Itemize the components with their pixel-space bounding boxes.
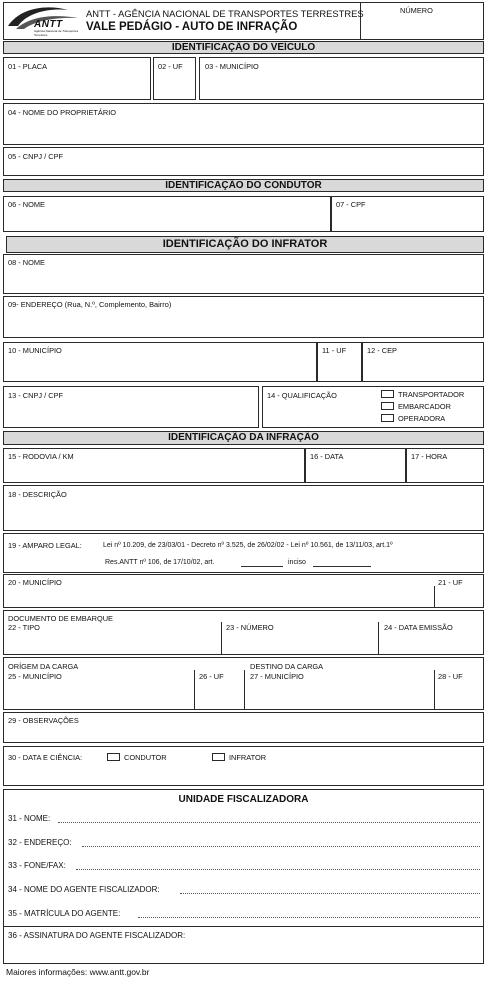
placa-label: 01 - PLACA <box>8 62 48 71</box>
agente-nome-label: 34 - NOME DO AGENTE FISCALIZADOR: <box>8 885 160 894</box>
infrator-nome-field[interactable] <box>3 254 484 294</box>
documento-embarque-label: DOCUMENTO DE EMBARQUE <box>8 614 113 623</box>
uf-veiculo-label: 02 - UF <box>158 62 183 71</box>
numero-documento-label: 23 - NÚMERO <box>226 623 274 632</box>
data-ciencia-box <box>3 746 484 786</box>
inciso-input-line[interactable] <box>313 566 371 567</box>
uf-origem-label: 26 - UF <box>199 672 224 681</box>
descricao-label: 18 - DESCRIÇÃO <box>8 490 67 499</box>
descricao-field[interactable] <box>3 485 484 531</box>
section-infracao: IDENTIFICAÇÃO DA INFRAÇÃO <box>3 431 484 445</box>
origem-uf-divider <box>194 670 195 710</box>
logo-text: ANTT <box>34 19 63 30</box>
numero-data-divider <box>378 622 379 655</box>
agente-matricula-label: 35 - MATRÍCULA DO AGENTE: <box>8 909 121 918</box>
destino-carga-label: DESTINO DA CARGA <box>250 662 324 671</box>
origem-destino-divider <box>244 670 245 710</box>
municipio-infracao-label: 20 - MUNICÍPIO <box>8 578 62 587</box>
numero-label: NÚMERO <box>400 6 433 15</box>
unidade-endereco-label: 32 - ENDEREÇO: <box>8 838 72 847</box>
assinatura-field[interactable] <box>4 927 483 963</box>
infrator-nome-label: 08 - NOME <box>8 258 45 267</box>
agency-name: ANTT - AGÊNCIA NACIONAL DE TRANSPORTES TERRESTRES <box>86 8 364 19</box>
data-ciencia-label: 30 - DATA E CIÊNCIA: <box>8 753 83 762</box>
municipio-uf-divider <box>434 586 435 608</box>
transportador-label: TRANSPORTADOR <box>398 390 465 399</box>
tipo-numero-divider <box>221 622 222 655</box>
agente-nome-line[interactable] <box>180 893 480 894</box>
endereco-infrator-label: 09- ENDEREÇO (Rua, N.º, Complemento, Bairro) <box>8 300 172 309</box>
cnpj-proprietario-field[interactable] <box>3 147 484 176</box>
unidade-nome-label: 31 - NOME: <box>8 814 51 823</box>
municipio-origem-label: 25 - MUNICÍPIO <box>8 672 62 681</box>
transportador-checkbox[interactable] <box>381 390 394 398</box>
section-condutor: IDENTIFICAÇÃO DO CONDUTOR <box>3 179 484 192</box>
municipio-infrator-label: 10 - MUNICÍPIO <box>8 346 62 355</box>
uf-infrator-label: 11 - UF <box>322 346 347 355</box>
artigo-input-line[interactable] <box>241 566 283 567</box>
observacoes-label: 29 - OBSERVAÇÕES <box>8 716 79 725</box>
tipo-label: 22 - TIPO <box>8 623 40 632</box>
unidade-endereco-line[interactable] <box>82 846 480 847</box>
assinatura-agente-label: 36 - ASSINATURA DO AGENTE FISCALIZADOR: <box>8 931 186 940</box>
amparo-legal-text: Lei nº 10.209, de 23/03/01 - Decreto nº 3.525, de 26/02/02 - Lei nº 10.561, de 13/11/03, art.1º <box>103 542 393 549</box>
qualificacao-label: 14 - QUALIFICAÇÃO <box>267 391 337 400</box>
amparo-legal-box <box>3 533 484 573</box>
municipio-infracao-field[interactable] <box>3 574 484 608</box>
embarcador-checkbox[interactable] <box>381 402 394 410</box>
cep-infrator-label: 12 - CEP <box>367 346 397 355</box>
unidade-nome-line[interactable] <box>58 822 480 823</box>
cnpj-infrator-label: 13 - CNPJ / CPF <box>8 391 64 400</box>
antt-logo <box>6 4 84 38</box>
condutor-cpf-label: 07 - CPF <box>336 200 366 209</box>
hora-infracao-label: 17 - HORA <box>411 452 448 461</box>
uf-destino-label: 28 - UF <box>438 672 463 681</box>
ciencia-infrator-checkbox[interactable] <box>212 753 225 761</box>
section-infrator: IDENTIFICAÇÃO DO INFRATOR <box>6 236 484 253</box>
data-infracao-label: 16 - DATA <box>310 452 344 461</box>
destino-uf-divider <box>434 670 435 710</box>
municipio-veiculo-label: 03 - MUNICÍPIO <box>205 62 259 71</box>
cnpj-proprietario-label: 05 - CNPJ / CPF <box>8 152 64 161</box>
amparo-resolucao-text: Res.ANTT nº 106, de 17/10/02, art. <box>105 559 215 566</box>
operadora-label: OPERADORA <box>398 414 446 423</box>
rodovia-km-label: 15 - RODOVIA / KM <box>8 452 74 461</box>
inciso-label: inciso <box>288 559 306 566</box>
logo-subtext: Agência Nacional de Transportes Terrestres <box>34 30 79 37</box>
embarcador-label: EMBARCADOR <box>398 402 451 411</box>
ciencia-infrator-label: INFRATOR <box>229 753 267 762</box>
section-veiculo: IDENTIFICAÇÃO DO VEÍCULO <box>3 41 484 54</box>
section-unidade: UNIDADE FISCALIZADORA <box>178 794 309 805</box>
condutor-nome-field[interactable] <box>3 196 331 232</box>
ciencia-condutor-label: CONDUTOR <box>124 753 167 762</box>
uf-infracao-label: 21 - UF <box>438 578 463 587</box>
amparo-legal-label: 19 - AMPARO LEGAL: <box>8 541 82 550</box>
footer-info: Maiores informações: www.antt.gov.br <box>6 967 150 977</box>
data-emissao-label: 24 - DATA EMISSÃO <box>384 623 453 632</box>
ciencia-condutor-checkbox[interactable] <box>107 753 120 761</box>
form-title: VALE PEDÁGIO - AUTO DE INFRAÇÃO <box>86 21 298 33</box>
proprietario-label: 04 - NOME DO PROPRIETÁRIO <box>8 108 117 117</box>
municipio-destino-label: 27 - MUNICÍPIO <box>250 672 304 681</box>
operadora-checkbox[interactable] <box>381 414 394 422</box>
agente-matricula-line[interactable] <box>138 917 480 918</box>
condutor-nome-label: 06 - NOME <box>8 200 45 209</box>
unidade-fone-line[interactable] <box>76 869 480 870</box>
unidade-fone-label: 33 - FONE/FAX: <box>8 861 66 870</box>
origem-carga-label: ORÍGEM DA CARGA <box>8 662 79 671</box>
